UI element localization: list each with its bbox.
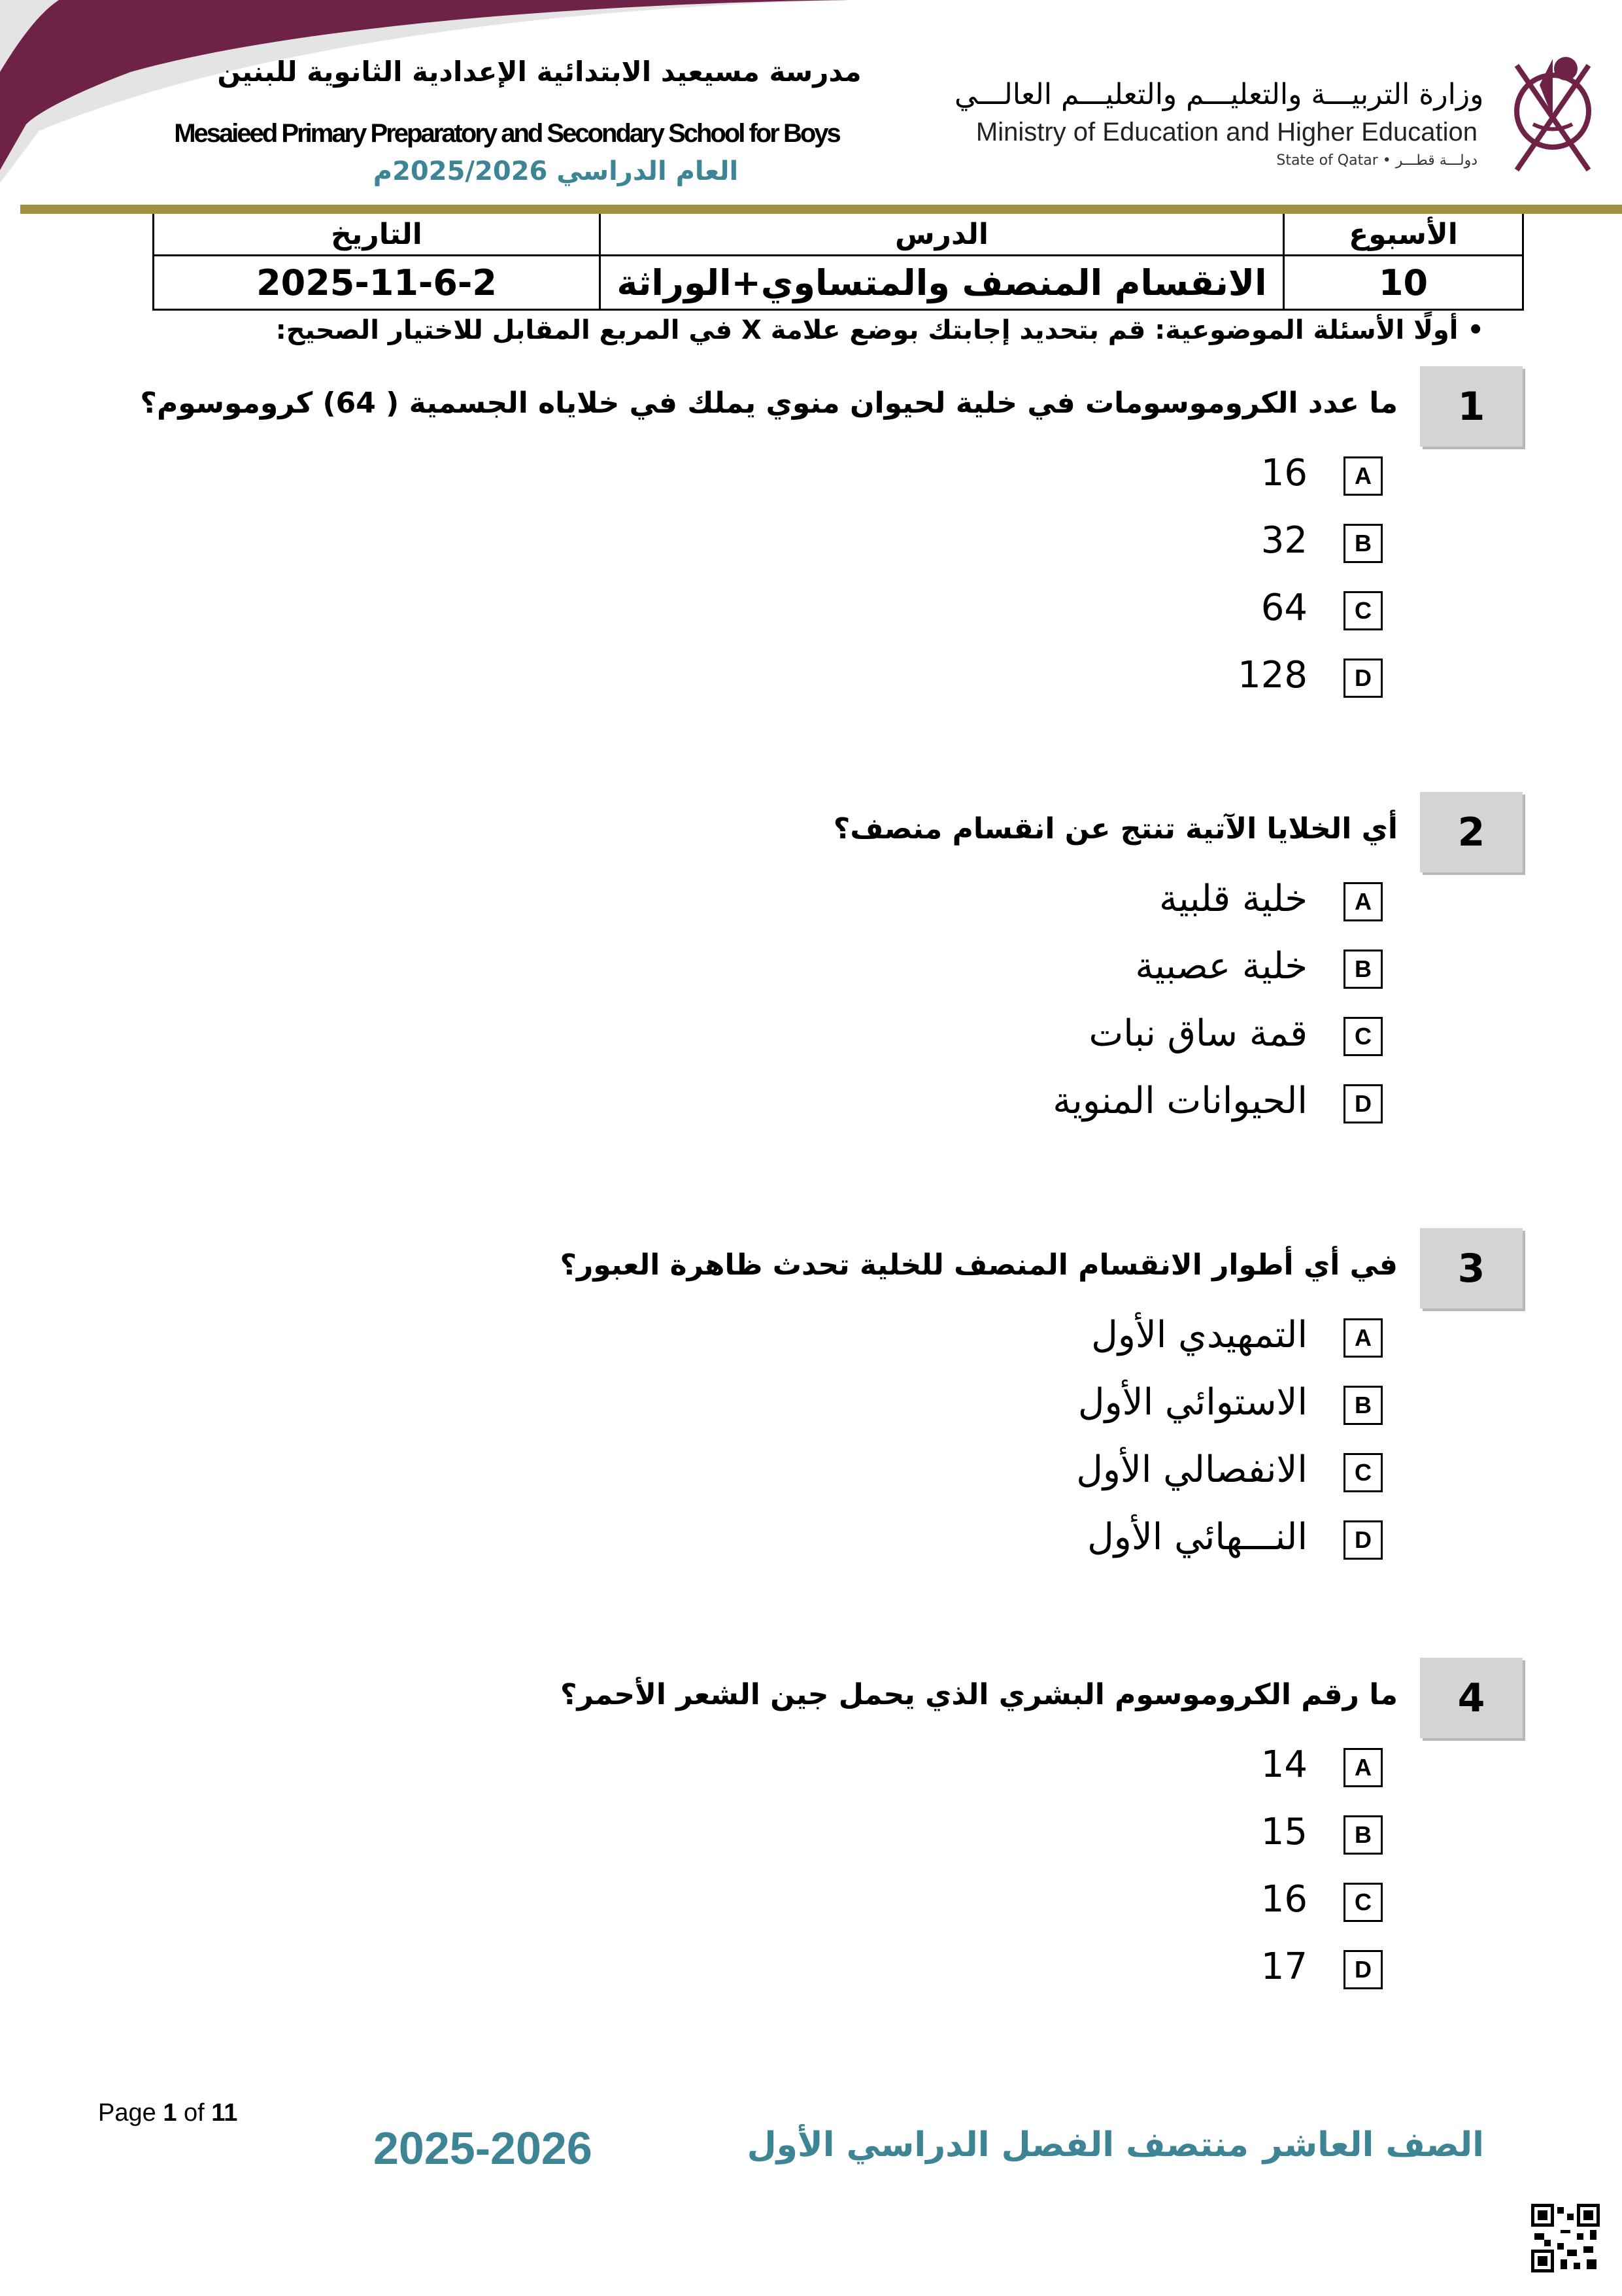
answer-checkbox-b[interactable]: B (1343, 950, 1383, 989)
instructions: • أولًا الأسئلة الموضوعية: قم بتحديد إجابتك بوضع علامة X في المربع المقابل للاختيار الصحيح: (275, 315, 1484, 345)
question-number: 4 (1420, 1658, 1523, 1738)
question-text: أي الخلايا الآتية تنتج عن انقسام منصف؟ (833, 812, 1398, 846)
qr-code-icon (1531, 2204, 1600, 2272)
footer-grade: الصف العاشر (1262, 2125, 1484, 2165)
school-name-arabic: مدرسة مسيعيد الابتدائية الإعدادية الثانوية للبنين (217, 56, 862, 88)
answer-checkbox-a[interactable]: A (1343, 882, 1383, 921)
question-text: في أي أطوار الانقسام المنصف للخلية تحدث ظاهرة العبور؟ (560, 1248, 1398, 1282)
answer-checkbox-a[interactable]: A (1343, 1318, 1383, 1358)
page-indicator (98, 2099, 237, 2127)
answer-checkbox-b[interactable]: B (1343, 1386, 1383, 1425)
school-name-english: Mesaieed Primary Preparatory and Secondary School for Boys (174, 119, 839, 148)
question-number: 1 (1420, 366, 1523, 447)
option-text: 14 (1260, 1743, 1308, 1786)
answer-checkbox-b[interactable]: B (1343, 1815, 1383, 1855)
page-of: of (177, 2099, 212, 2127)
option-text: 128 (1238, 654, 1308, 696)
answer-checkbox-a[interactable]: A (1343, 456, 1383, 496)
answer-checkbox-c[interactable]: C (1343, 591, 1383, 630)
answer-checkbox-d[interactable]: D (1343, 1084, 1383, 1123)
question-number: 2 (1420, 792, 1523, 872)
answer-checkbox-b[interactable]: B (1343, 524, 1383, 563)
page-current: 1 (163, 2099, 177, 2127)
week-value: 10 (1284, 256, 1523, 310)
week-header: الأسبوع (1284, 214, 1523, 256)
lesson-value: الانقسام المنصف والمتساوي+الوراثة (600, 256, 1284, 310)
date-value: 2025-11-6-2 (154, 256, 600, 310)
lesson-header: الدرس (600, 214, 1284, 256)
question-number: 3 (1420, 1228, 1523, 1309)
page-prefix: Page (98, 2099, 163, 2127)
answer-checkbox-c[interactable]: C (1343, 1017, 1383, 1056)
state-of-qatar: State of Qatar • دولـــة قطـــر (1276, 152, 1478, 169)
answer-checkbox-d[interactable]: D (1343, 659, 1383, 698)
answer-checkbox-d[interactable]: D (1343, 1950, 1383, 1989)
option-text: الاستوائي الأول (1077, 1381, 1308, 1424)
lesson-info-table (152, 214, 1524, 311)
option-text: 16 (1260, 1878, 1308, 1921)
page-total: 11 (211, 2099, 238, 2127)
question-text: ما رقم الكروموسوم البشري الذي يحمل جين الشعر الأحمر؟ (560, 1678, 1398, 1711)
option-text: التمهيدي الأول (1091, 1314, 1308, 1356)
ministry-name-english: Ministry of Education and Higher Education (975, 118, 1478, 146)
option-text: الانفصالي الأول (1076, 1448, 1308, 1491)
option-text: 16 (1260, 452, 1308, 494)
footer-year: 2025-2026 (373, 2123, 592, 2174)
option-text: قمة ساق نبات (1089, 1012, 1308, 1055)
option-text: 15 (1260, 1811, 1308, 1853)
option-text: خلية عصبية (1135, 945, 1308, 987)
footer-term: منتصف الفصل الدراسي الأول (747, 2125, 1249, 2165)
answer-checkbox-d[interactable]: D (1343, 1520, 1383, 1560)
option-text: النـــهائي الأول (1087, 1516, 1308, 1558)
ministry-name-arabic: وزارة التربيـــة والتعليـــم والتعليـــم العالـــي (955, 78, 1484, 111)
option-text: 64 (1260, 587, 1308, 629)
qatar-emblem-icon (1504, 46, 1602, 177)
option-text: 32 (1260, 519, 1308, 562)
date-header: التاريخ (154, 214, 600, 256)
answer-checkbox-a[interactable]: A (1343, 1748, 1383, 1787)
academic-year: العام الدراسي 2025/2026م (373, 156, 739, 186)
option-text: الحيوانات المنوية (1053, 1080, 1308, 1122)
header-divider (20, 205, 1622, 214)
option-text: 17 (1260, 1945, 1308, 1988)
answer-checkbox-c[interactable]: C (1343, 1883, 1383, 1922)
question-text: ما عدد الكروموسومات في خلية لحيوان منوي يملك في خلاياه الجسمية ( 64) كروموسوم؟ (140, 386, 1398, 420)
answer-checkbox-c[interactable]: C (1343, 1453, 1383, 1492)
option-text: خلية قلبية (1158, 878, 1308, 920)
